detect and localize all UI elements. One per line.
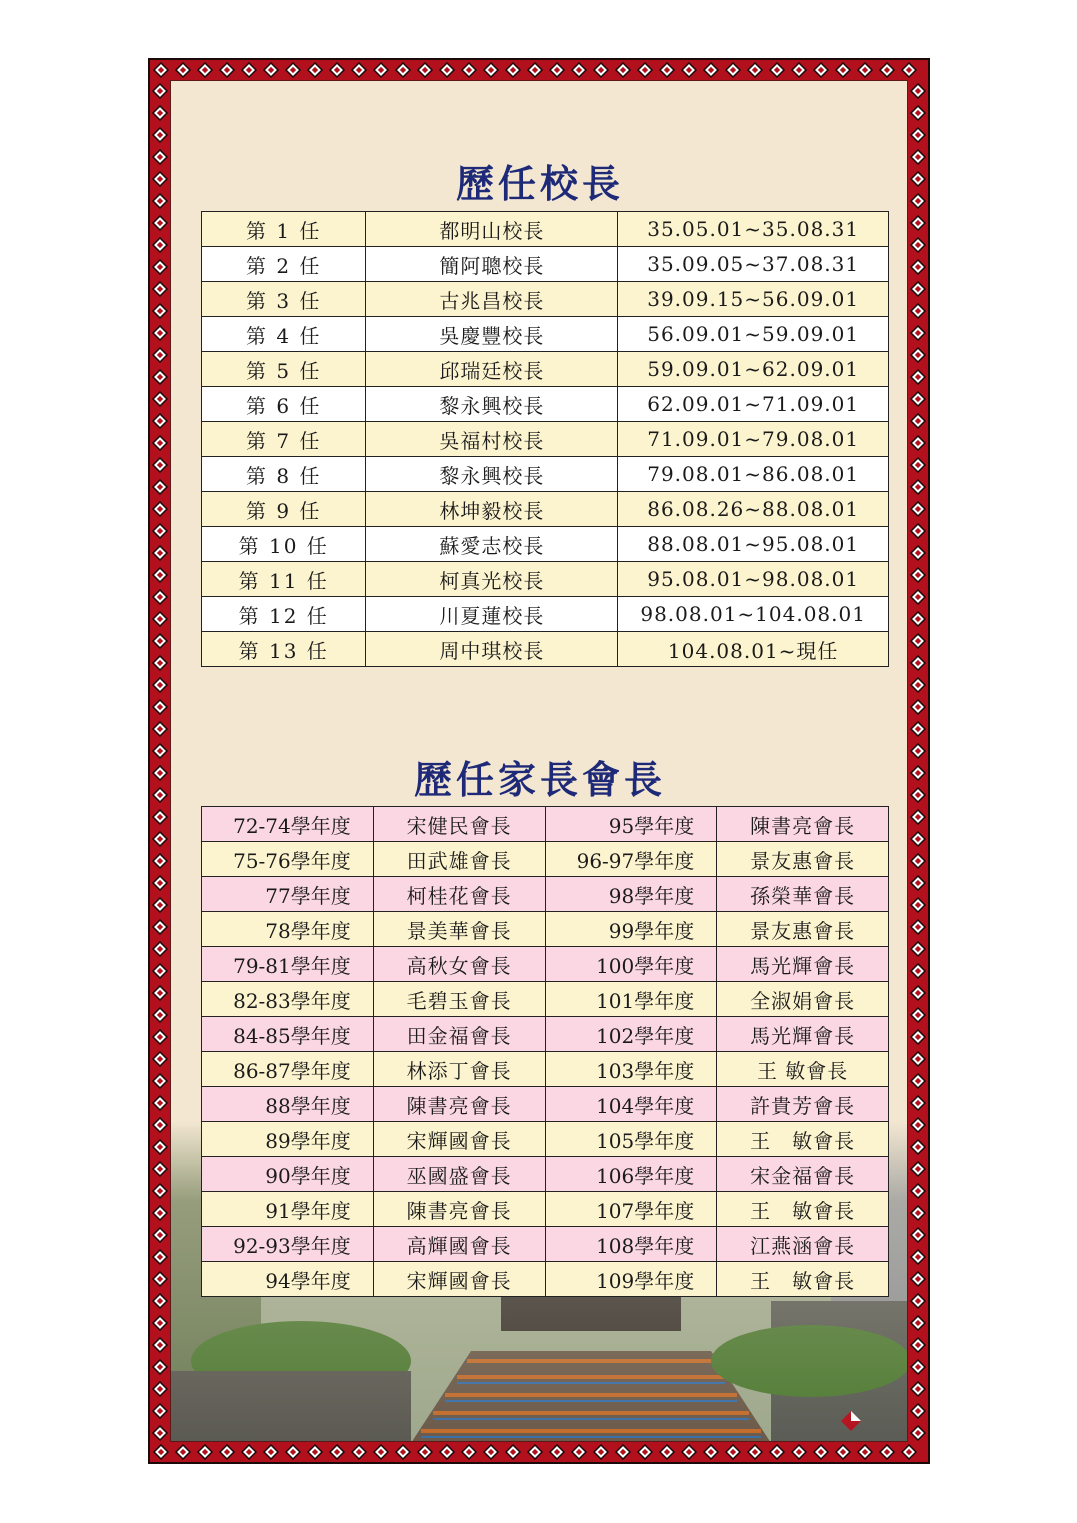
period-cell: 86.08.26~88.08.01 — [618, 492, 889, 527]
president-name-cell: 陳書亮會長 — [373, 1087, 545, 1122]
term-cell: 第 1 任 — [202, 212, 366, 247]
table-row — [202, 387, 889, 422]
school-year-cell: 94學年度 — [202, 1262, 374, 1297]
president-name-cell: 宋輝國會長 — [373, 1262, 545, 1297]
principals-table — [201, 211, 889, 667]
school-year-cell: 102學年度 — [545, 1017, 717, 1052]
school-year-cell: 89學年度 — [202, 1122, 374, 1157]
school-year-cell: 105學年度 — [545, 1122, 717, 1157]
table-row — [202, 317, 889, 352]
diamond-pattern-left — [150, 80, 170, 1442]
name-cell: 柯真光校長 — [366, 562, 618, 597]
president-name-cell: 王 敏會長 — [717, 1122, 889, 1157]
table-row — [202, 1122, 889, 1157]
name-cell: 簡阿聰校長 — [366, 247, 618, 282]
president-name-cell: 林添丁會長 — [373, 1052, 545, 1087]
president-name-cell: 宋健民會長 — [373, 807, 545, 842]
content-panel — [170, 80, 908, 1442]
president-name-cell: 景友惠會長 — [717, 912, 889, 947]
president-name-cell: 景美華會長 — [373, 912, 545, 947]
table-row — [202, 457, 889, 492]
school-year-cell: 82-83學年度 — [202, 982, 374, 1017]
period-cell: 35.05.01~35.08.31 — [618, 212, 889, 247]
president-name-cell: 陳書亮會長 — [717, 807, 889, 842]
period-cell: 95.08.01~98.08.01 — [618, 562, 889, 597]
school-year-cell: 104學年度 — [545, 1087, 717, 1122]
president-name-cell: 田金福會長 — [373, 1017, 545, 1052]
school-year-cell: 108學年度 — [545, 1227, 717, 1262]
president-name-cell: 王 敏會長 — [717, 1052, 889, 1087]
parent-association-table — [201, 806, 889, 1297]
name-cell: 川夏蓮校長 — [366, 597, 618, 632]
name-cell: 周中琪校長 — [366, 632, 618, 667]
term-cell: 第 4 任 — [202, 317, 366, 352]
president-name-cell: 王 敏會長 — [717, 1192, 889, 1227]
term-cell: 第 13 任 — [202, 632, 366, 667]
school-year-cell: 96-97學年度 — [545, 842, 717, 877]
decorative-border-frame — [148, 58, 930, 1464]
president-name-cell: 許貴芳會長 — [717, 1087, 889, 1122]
term-cell: 第 6 任 — [202, 387, 366, 422]
table-row — [202, 282, 889, 317]
table-row — [202, 807, 889, 842]
school-year-cell: 86-87學年度 — [202, 1052, 374, 1087]
term-cell: 第 12 任 — [202, 597, 366, 632]
table-row — [202, 422, 889, 457]
table-row — [202, 912, 889, 947]
table-row — [202, 982, 889, 1017]
name-cell: 都明山校長 — [366, 212, 618, 247]
president-name-cell: 田武雄會長 — [373, 842, 545, 877]
diamond-pattern-top — [150, 60, 928, 80]
table-row — [202, 1262, 889, 1297]
term-cell: 第 11 任 — [202, 562, 366, 597]
name-cell: 蘇愛志校長 — [366, 527, 618, 562]
period-cell: 59.09.01~62.09.01 — [618, 352, 889, 387]
table-row — [202, 527, 889, 562]
school-year-cell: 95學年度 — [545, 807, 717, 842]
name-cell: 林坤毅校長 — [366, 492, 618, 527]
period-cell: 104.08.01~現任 — [618, 632, 889, 667]
name-cell: 邱瑞廷校長 — [366, 352, 618, 387]
period-cell: 71.09.01~79.08.01 — [618, 422, 889, 457]
president-name-cell: 宋輝國會長 — [373, 1122, 545, 1157]
president-name-cell: 宋金福會長 — [717, 1157, 889, 1192]
period-cell: 88.08.01~95.08.01 — [618, 527, 889, 562]
table-row — [202, 1227, 889, 1262]
table-row — [202, 492, 889, 527]
term-cell: 第 7 任 — [202, 422, 366, 457]
school-year-cell: 99學年度 — [545, 912, 717, 947]
table-row — [202, 212, 889, 247]
school-year-cell: 90學年度 — [202, 1157, 374, 1192]
president-name-cell: 毛碧玉會長 — [373, 982, 545, 1017]
school-year-cell: 88學年度 — [202, 1087, 374, 1122]
school-year-cell: 107學年度 — [545, 1192, 717, 1227]
principals-heading: 歷任校長 — [455, 161, 624, 206]
president-name-cell: 江燕涵會長 — [717, 1227, 889, 1262]
diamond-pattern-bottom — [150, 1442, 928, 1462]
term-cell: 第 5 任 — [202, 352, 366, 387]
parent-association-heading: 歷任家長會長 — [413, 757, 666, 802]
name-cell: 吳福村校長 — [366, 422, 618, 457]
name-cell: 古兆昌校長 — [366, 282, 618, 317]
table-row — [202, 877, 889, 912]
period-cell: 62.09.01~71.09.01 — [618, 387, 889, 422]
president-name-cell: 馬光輝會長 — [717, 1017, 889, 1052]
president-name-cell: 景友惠會長 — [717, 842, 889, 877]
term-cell: 第 10 任 — [202, 527, 366, 562]
period-cell: 79.08.01~86.08.01 — [618, 457, 889, 492]
table-row — [202, 947, 889, 982]
term-cell: 第 3 任 — [202, 282, 366, 317]
table-row — [202, 1087, 889, 1122]
table-row — [202, 597, 889, 632]
school-year-cell: 75-76學年度 — [202, 842, 374, 877]
period-cell: 39.09.15~56.09.01 — [618, 282, 889, 317]
president-name-cell: 馬光輝會長 — [717, 947, 889, 982]
president-name-cell: 高輝國會長 — [373, 1227, 545, 1262]
president-name-cell: 巫國盛會長 — [373, 1157, 545, 1192]
table-row — [202, 247, 889, 282]
table-row — [202, 562, 889, 597]
school-year-cell: 84-85學年度 — [202, 1017, 374, 1052]
term-cell: 第 9 任 — [202, 492, 366, 527]
school-year-cell: 78學年度 — [202, 912, 374, 947]
term-cell: 第 8 任 — [202, 457, 366, 492]
diamond-pattern-right — [908, 80, 928, 1442]
school-year-cell: 98學年度 — [545, 877, 717, 912]
school-year-cell: 92-93學年度 — [202, 1227, 374, 1262]
president-name-cell: 孫榮華會長 — [717, 877, 889, 912]
school-year-cell: 91學年度 — [202, 1192, 374, 1227]
president-name-cell: 全淑娟會長 — [717, 982, 889, 1017]
president-name-cell: 高秋女會長 — [373, 947, 545, 982]
school-year-cell: 103學年度 — [545, 1052, 717, 1087]
table-row — [202, 632, 889, 667]
table-row — [202, 1157, 889, 1192]
school-year-cell: 100學年度 — [545, 947, 717, 982]
president-name-cell: 柯桂花會長 — [373, 877, 545, 912]
period-cell: 35.09.05~37.08.31 — [618, 247, 889, 282]
table-row — [202, 352, 889, 387]
table-row — [202, 1017, 889, 1052]
period-cell: 56.09.01~59.09.01 — [618, 317, 889, 352]
school-year-cell: 77學年度 — [202, 877, 374, 912]
table-row — [202, 1052, 889, 1087]
table-row — [202, 1192, 889, 1227]
table-row — [202, 842, 889, 877]
name-cell: 吳慶豐校長 — [366, 317, 618, 352]
school-year-cell: 101學年度 — [545, 982, 717, 1017]
school-year-cell: 106學年度 — [545, 1157, 717, 1192]
name-cell: 黎永興校長 — [366, 387, 618, 422]
period-cell: 98.08.01~104.08.01 — [618, 597, 889, 632]
school-year-cell: 79-81學年度 — [202, 947, 374, 982]
school-year-cell: 72-74學年度 — [202, 807, 374, 842]
president-name-cell: 王 敏會長 — [717, 1262, 889, 1297]
term-cell: 第 2 任 — [202, 247, 366, 282]
school-year-cell: 109學年度 — [545, 1262, 717, 1297]
president-name-cell: 陳書亮會長 — [373, 1192, 545, 1227]
name-cell: 黎永興校長 — [366, 457, 618, 492]
